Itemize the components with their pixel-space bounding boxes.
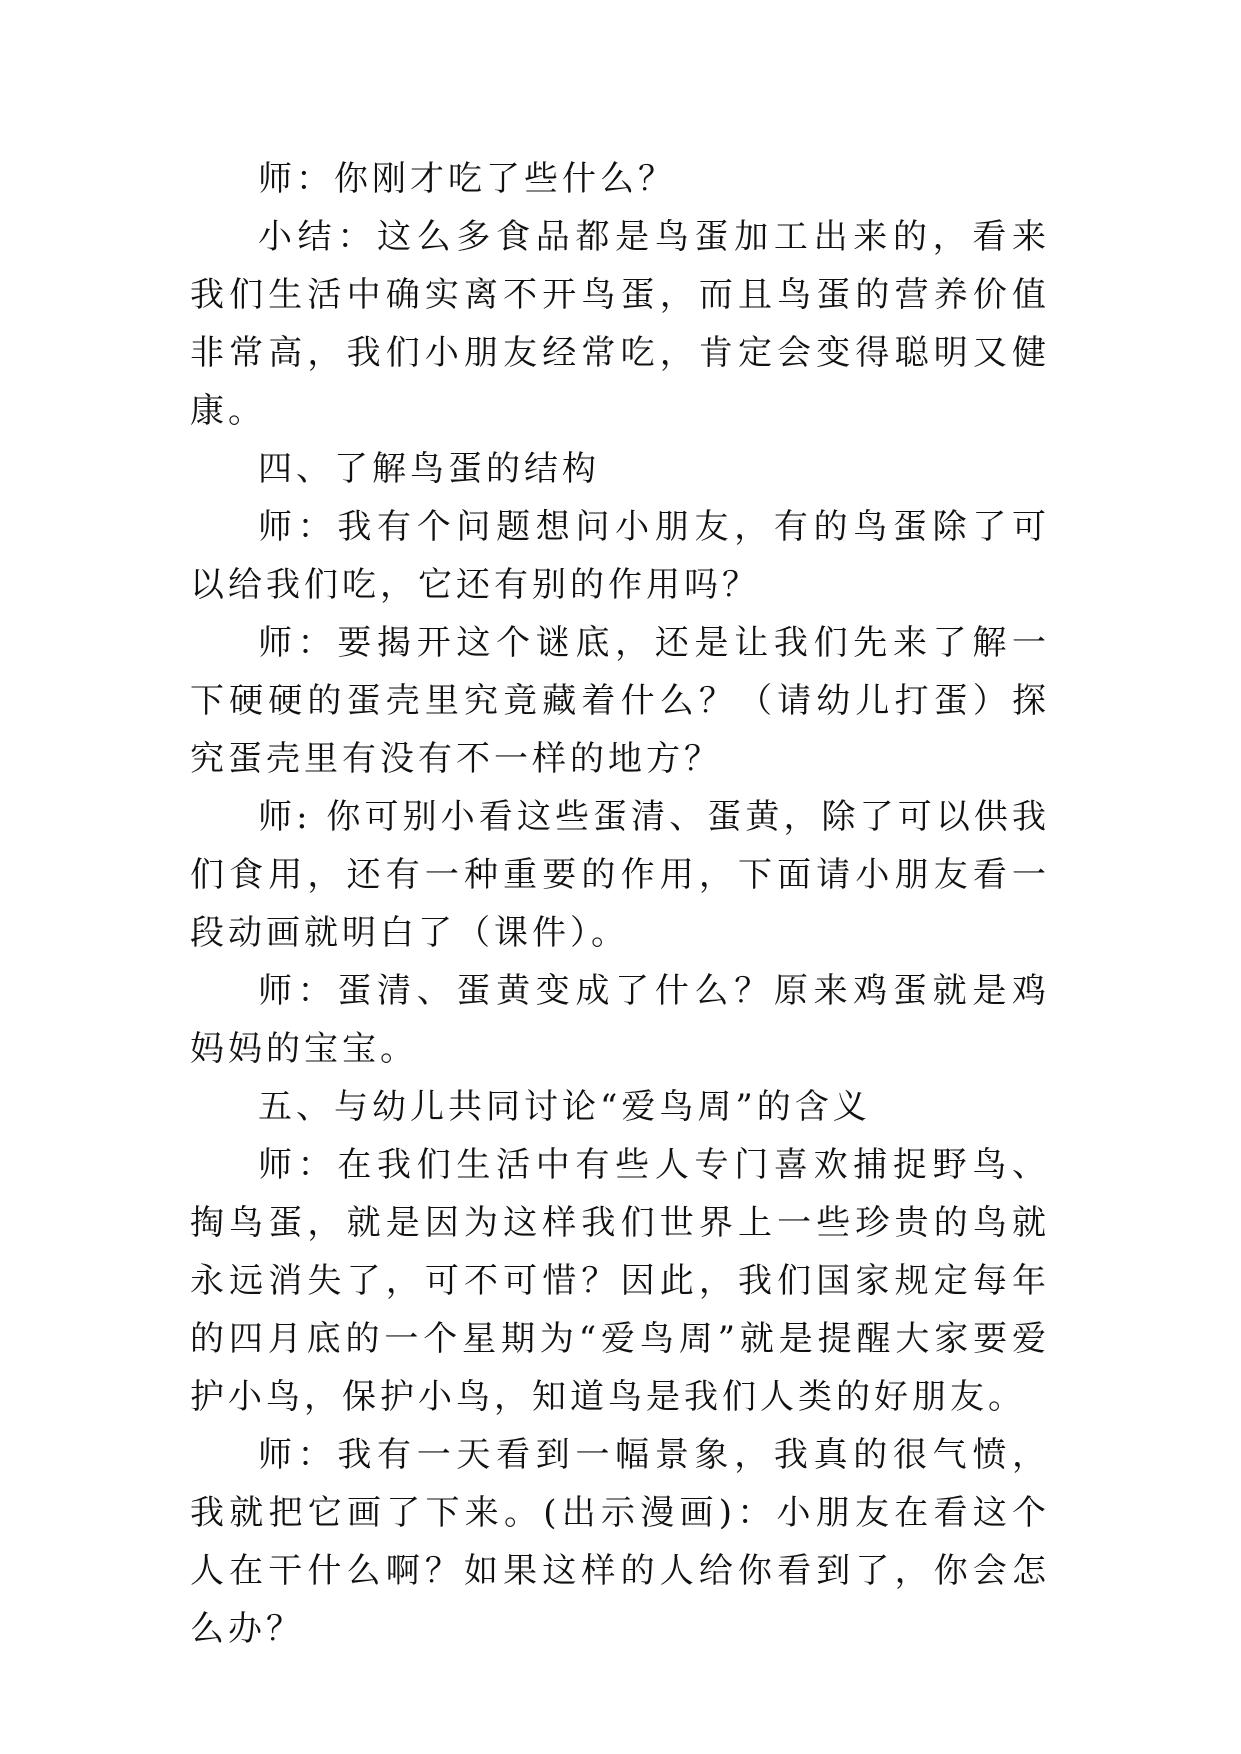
document-body	[190, 150, 1050, 1658]
paragraph-teacher-animation: 师: 你可别小看这些蛋清、蛋黄，除了可以供我们食用，还有一种重要的作用，下面请小朋友看一段动画就明白了（课件）。	[190, 797, 1050, 953]
section-heading-egg-structure: 四、了解鸟蛋的结构	[258, 449, 600, 489]
paragraph-teacher-bird-week: 师：在我们生活中有些人专门喜欢捕捉野鸟、掏鸟蛋，就是因为这样我们世界上一些珍贵的鸟就永远消失了，可不可惜？因此，我们国家规定每年的四月底的一个星期为“爱鸟周”就是提醒大家要爱护小鸟，保护小鸟，知道鸟是我们人类的好朋友。	[190, 1145, 1050, 1417]
paragraph-teacher-explore-shell: 师：要揭开这个谜底，还是让我们先来了解一下硬硬的蛋壳里究竟藏着什么？（请幼儿打蛋）探究蛋壳里有没有不一样的地方？	[190, 623, 1050, 779]
paragraph-teacher-cartoon: 师：我有一天看到一幅景象，我真的很气愤，我就把它画了下来。(出示漫画)：小朋友在看这个人在干什么啊？如果这样的人给你看到了，你会怎么办？	[190, 1435, 1050, 1649]
paragraph-summary: 小结：这么多食品都是鸟蛋加工出来的，看来我们生活中确实离不开鸟蛋，而且鸟蛋的营养价值非常高，我们小朋友经常吃，肯定会变得聪明又健康。	[190, 217, 1050, 431]
paragraph-teacher-question-use: 师：我有个问题想问小朋友，有的鸟蛋除了可以给我们吃，它还有别的作用吗？	[190, 507, 1050, 605]
section-heading-bird-week: 五、与幼儿共同讨论“爱鸟周”的含义	[258, 1087, 871, 1127]
paragraph-teacher-chick: 师：蛋清、蛋黄变成了什么？原来鸡蛋就是鸡妈妈的宝宝。	[190, 971, 1050, 1069]
paragraph-teacher-question: 师：你刚才吃了些什么？	[258, 159, 676, 199]
